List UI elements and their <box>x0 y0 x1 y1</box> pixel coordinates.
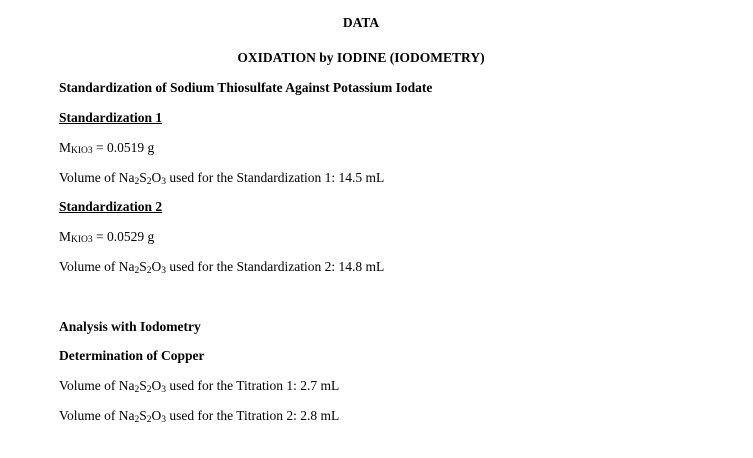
subscript: 3 <box>161 415 167 425</box>
subscript: 2 <box>134 177 140 187</box>
standardization-2-mass <box>59 229 154 245</box>
subscript: 2 <box>134 385 140 395</box>
volume-prefix: Volume of Na <box>59 259 135 274</box>
volume-prefix: Volume of Na <box>59 170 135 185</box>
formula-part: O <box>151 378 162 393</box>
titration-2-volume <box>59 408 339 424</box>
subscript: 2 <box>146 415 152 425</box>
formula-part: S <box>139 378 147 393</box>
volume-suffix: used for the Standardization 2: 14.8 mL <box>166 259 385 274</box>
analysis-subheading: Determination of Copper <box>59 348 205 363</box>
standardization-1-label: Standardization 1 <box>59 110 163 125</box>
subscript: 3 <box>161 385 167 395</box>
standardization-1-volume <box>59 170 384 186</box>
subscript: 2 <box>134 415 140 425</box>
volume-suffix: used for the Titration 1: 2.7 mL <box>166 378 340 393</box>
formula-part: S <box>139 259 147 274</box>
formula-part: S <box>139 408 147 423</box>
standardization-2-label: Standardization 2 <box>59 199 163 214</box>
formula-part: O <box>151 408 162 423</box>
subscript: 2 <box>146 266 152 276</box>
titration-1-volume <box>59 378 339 394</box>
formula-part: O <box>151 259 162 274</box>
subscript: 3 <box>161 266 167 276</box>
standardization-2-volume <box>59 259 384 275</box>
mass-subscript: KIO3 <box>71 235 93 245</box>
mass-subscript: KIO3 <box>71 146 93 156</box>
mass-value: = 0.0529 g <box>92 229 155 244</box>
volume-prefix: Volume of Na <box>59 378 135 393</box>
volume-prefix: Volume of Na <box>59 408 135 423</box>
subscript: 2 <box>134 266 140 276</box>
formula-part: O <box>151 170 162 185</box>
mass-symbol: M <box>59 229 72 244</box>
mass-value: = 0.0519 g <box>92 140 155 155</box>
document-title: DATA <box>342 15 380 30</box>
document-subtitle: OXIDATION by IODINE (IODOMETRY) <box>237 50 485 65</box>
subscript: 3 <box>161 177 167 187</box>
standardization-heading: Standardization of Sodium Thiosulfate Against Potassium Iodate <box>59 80 433 95</box>
mass-symbol: M <box>59 140 72 155</box>
subscript: 2 <box>146 177 152 187</box>
volume-suffix: used for the Standardization 1: 14.5 mL <box>166 170 385 185</box>
subscript: 2 <box>146 385 152 395</box>
standardization-1-mass <box>59 140 154 156</box>
formula-part: S <box>139 170 147 185</box>
volume-suffix: used for the Titration 2: 2.8 mL <box>166 408 340 423</box>
analysis-heading: Analysis with Iodometry <box>59 319 201 334</box>
